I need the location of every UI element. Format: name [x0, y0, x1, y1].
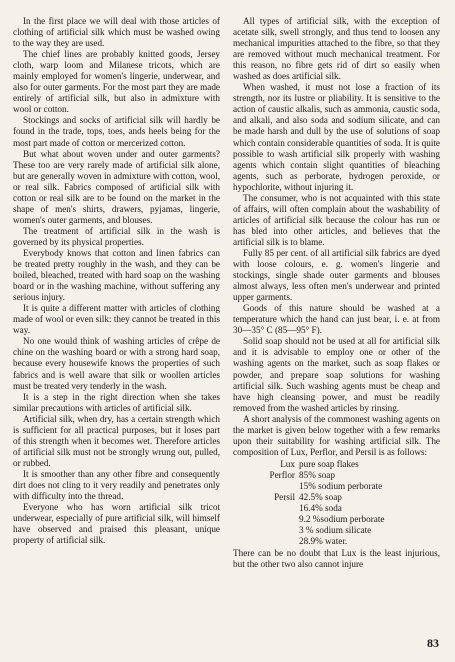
paragraph: A short analysis of the commonest washing agents on the market is given below together with a few remarks upon their suitability for washing artificial silk. The composition of Lux, Perflor, and Persil is as follows:: [233, 413, 440, 457]
paragraph: Fully 85 per cent. of all artificial silk fabrics are dyed with loose colours, e. g. women's lingerie and stockings, single shade outer garments and blouses almost always, less often men's underwear and printed upper garments.: [233, 247, 440, 303]
agent-composition: 28.9% water.: [299, 536, 348, 547]
table-row: [233, 503, 384, 514]
paragraph: Goods of this nature should be washed at a temperature which the hand can just bear, i. e. at from 30—35° C (85—95° F).: [233, 303, 440, 336]
table-row: [233, 492, 384, 503]
table-row: [233, 525, 384, 536]
paragraph: Artificial silk, when dry, has a certain strength which is sufficient for all practical purposes, but it loses part of this strength when it becomes wet. Therefore articles of artificial silk must not be strongly wrung out, pulled, or rubbed.: [13, 413, 220, 468]
table-row: [233, 470, 384, 481]
agent-composition: pure soap flakes: [299, 458, 359, 469]
agent-composition: 16.4% soda: [299, 503, 342, 514]
page-number: 83: [427, 636, 439, 650]
agent-name: Persil: [274, 492, 295, 503]
table-row: [233, 481, 384, 492]
paragraph: No one would think of washing articles of crêpe de chine on the washing board or with a strong hard soap, because every housewife knows the properties of such fabrics and is well aware that silk or woollen articles must be treated very tenderly in the wash.: [13, 336, 220, 391]
paragraph: It is smoother than any other fibre and consequently dirt does not cling to it very readily and penetrates only with difficulty into the thread.: [13, 468, 220, 502]
paragraph: Solid soap should not be used at all for artificial silk and it is advisable to employ one or other of the washing agents on the market, such as soap flakes or powder, and prepare soap solutions for washing artificial silk. Such washing agents must be cheap and have high cleansing power, and must be readily removed from the washed articles by rinsing.: [233, 336, 440, 413]
agent-composition: 42.5% soap: [299, 492, 342, 503]
soap-composition-table: [233, 459, 384, 547]
table-row: [233, 514, 384, 525]
paragraph: It is a step in the right direction when she takes similar precautions with articles of artificial silk.: [13, 391, 220, 413]
paragraph: There can be no doubt that Lux is the least injurious, but the other two also cannot injure: [233, 548, 440, 570]
paragraph: Everybody knows that cotton and linen fabrics can be treated pretty roughly in the wash, and they can be boiled, bleached, treated with hard soap on the washing board or in the washing machine, without suffering any serious injury.: [13, 247, 220, 303]
agent-name: Perflor: [269, 469, 295, 480]
paragraph: All types of artificial silk, with the exception of acetate silk, swell strongly, and thus tend to loosen any mechanical impurities attached to the fibre, so that they are removed without much mechanical treatment. For this reason, no fibre gets rid of dirt so easily when washed as does artificial silk.: [233, 16, 440, 82]
paragraph: Everyone who has worn artificial silk tricot underwear, especially of pure artificial silk, will himself have observed and praised this pleasant, unique property of artificial silk.: [13, 502, 220, 546]
table-row: [233, 459, 384, 470]
paragraph: Stockings and socks of artificial silk will hardly be found in the trade, tops, toes, ands heels being for the most part made of cotton or mercerized cotton.: [13, 115, 220, 148]
paragraph: But what about woven under and outer garments? These too are very rarely made of artificial silk alone, but are generally woven in admixture with cotton, wool, or real silk. Fabrics composed of artificial silk with cotton or real silk are to be found on the market in the shape of men's shirts, drawers, pyjamas, lingerie, women's outer garments, and blouses.: [13, 148, 220, 225]
agent-composition: 15% sodium perborate: [299, 480, 383, 491]
paragraph: The treatment of artificial silk in the wash is governed by its physical properties.: [13, 225, 220, 247]
agent-composition: 85% soap: [299, 469, 335, 480]
agent-name: [233, 536, 299, 547]
paragraph: In the first place we will deal with those articles of clothing of artificial silk which must be washed owing to the way they are used.: [13, 16, 220, 49]
agent-name: [233, 481, 299, 492]
agent-name: [233, 503, 299, 514]
agent-name: [233, 525, 299, 536]
left-column: [13, 16, 220, 546]
agent-name: Lux: [280, 458, 295, 469]
paragraph: It is quite a different matter with articles of clothing made of wool or even silk: they cannot be treated in this way.: [13, 303, 220, 336]
agent-composition: 9.2 %sodium perborate: [299, 514, 385, 525]
paragraph: The consumer, who is not acquainted with this state of affairs, will often complain about the washability of articles of artificial silk because the colour has run or has bled into other articles, and believes that the artificial silk is to blame.: [233, 192, 440, 247]
table-row: [233, 536, 384, 547]
paragraph: The chief lines are probably knitted goods, Jersey cloth, warp loom and Milanese tricots, which are mainly employed for women's lingerie, underwear, and also for outer garments. For the most part they are made entirely of artificial silk, but also in admixture with wool or cotton.: [13, 49, 220, 115]
paragraph: When washed, it must not lose a fraction of its strength, nor its lustre or pliability. It is sensitive to the action of caustic alkalis, such as ammonia, caustic soda, and alkali, and also soda and sodium silicate, and can be made harsh and dull by the use of solutions of soap which contain considerable quantities of soda. It is quite possible to wash artificial silk properly with washing agents which contain slight quantities of bleaching agents, such as perborate, hydrogen peroxide, or hypochlorite, without injuring it.: [233, 82, 440, 192]
agent-composition: 3 % sodium silicate: [299, 525, 372, 536]
right-column: [233, 16, 440, 570]
agent-name: [233, 514, 299, 525]
